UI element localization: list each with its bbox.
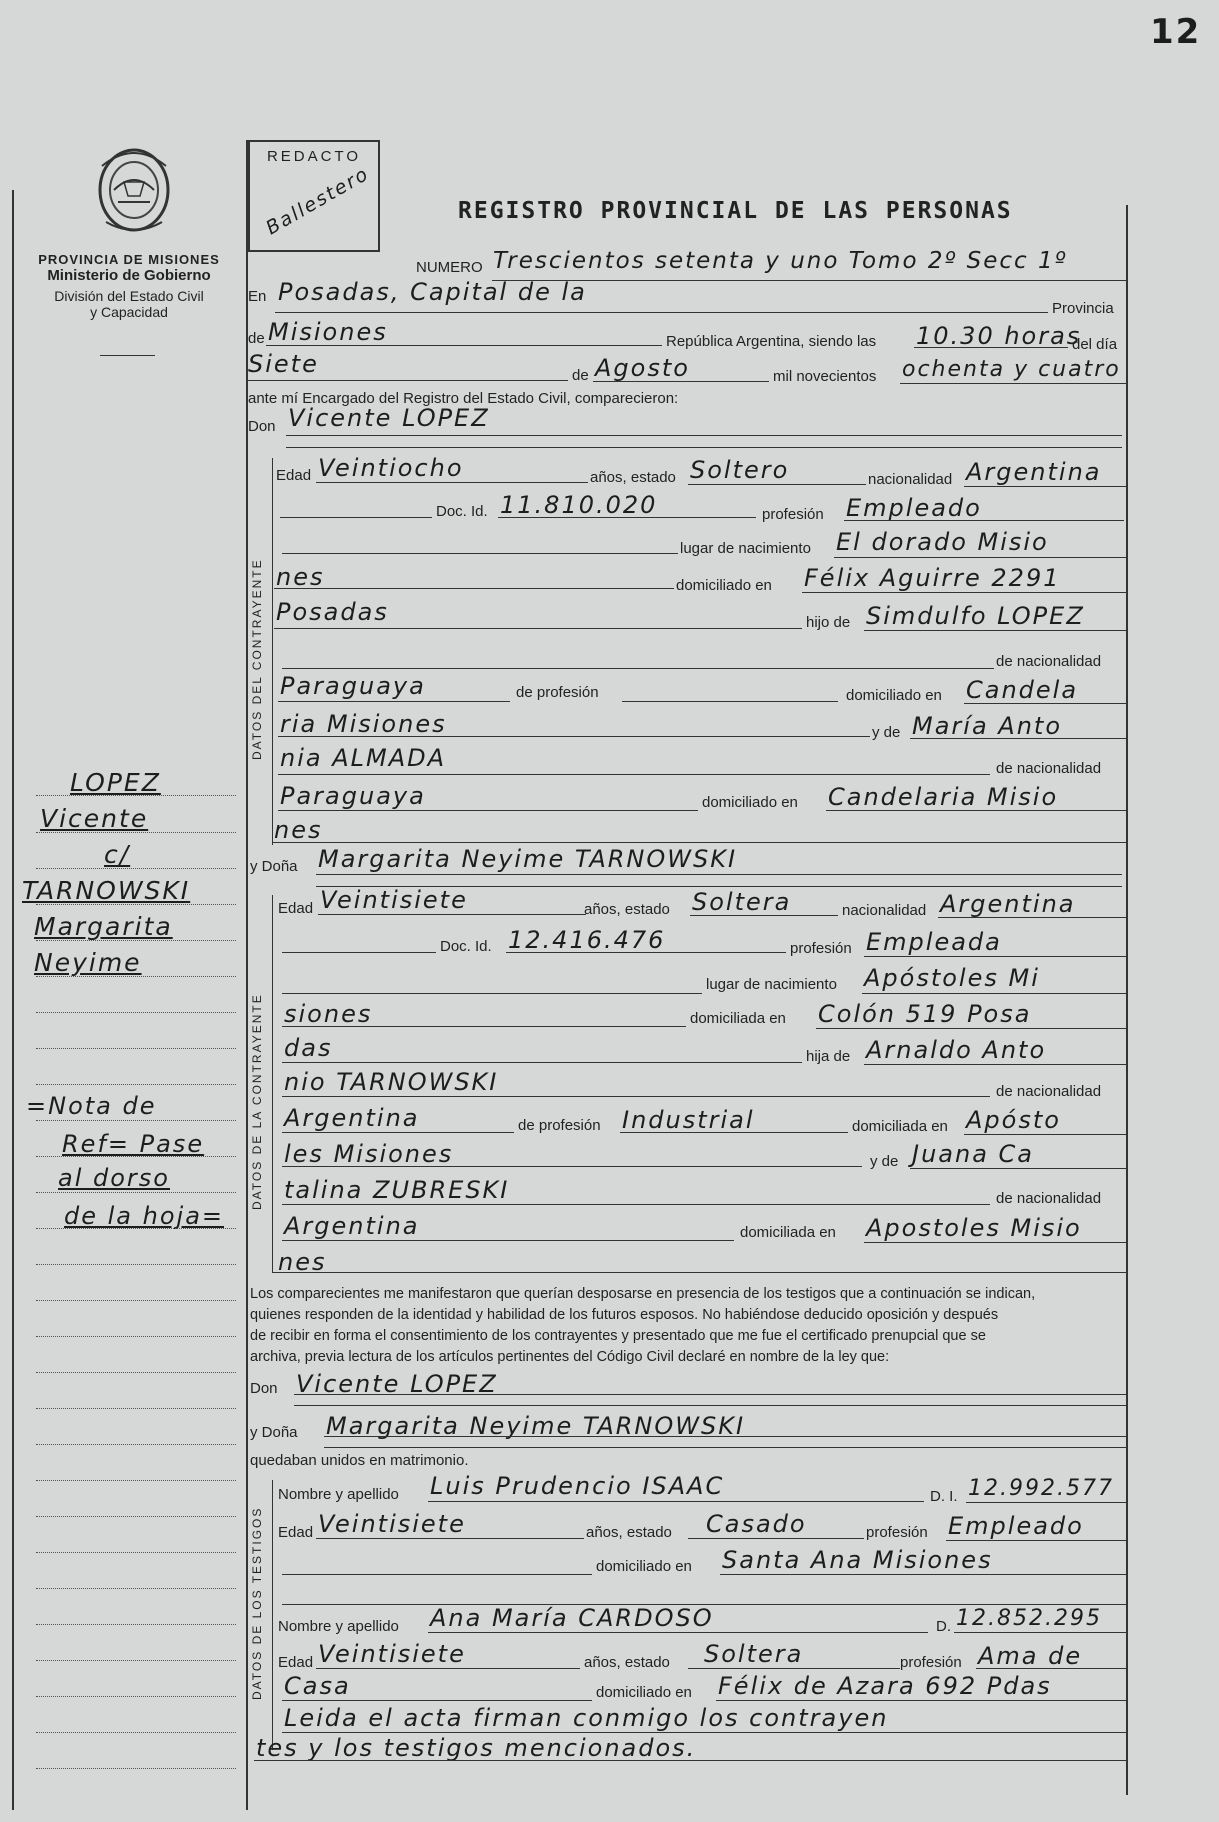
rule — [282, 952, 436, 953]
hw-t2-profesion2: Casa — [284, 1672, 351, 1700]
rule — [593, 381, 769, 382]
label-domiciliado-3: domiciliado en — [702, 794, 798, 811]
label-domiciliado-4: domiciliado en — [596, 1558, 692, 1575]
rule — [620, 1132, 848, 1133]
hw-t1-estado: Casado — [706, 1510, 807, 1538]
rule — [946, 1540, 1126, 1541]
rule — [720, 1574, 1126, 1575]
hw-c-madre-dom: Candelaria Misio — [828, 783, 1059, 811]
rule — [316, 1538, 584, 1539]
hw-f-madre: Juana Ca — [912, 1140, 1035, 1168]
hw-f-padre-nac: Argentina — [284, 1104, 420, 1132]
margin-rule — [36, 1444, 236, 1445]
label-profesion-4: profesión — [900, 1654, 962, 1671]
hw-hora: 10.30 horas — [916, 322, 1082, 350]
hw-f-padre-prof: Industrial — [622, 1106, 755, 1134]
hw-c-padre-dom2: ria Misiones — [280, 710, 447, 738]
rule — [248, 380, 568, 381]
section-label-testigos: DATOS DE LOS TESTIGOS — [250, 1506, 264, 1700]
hw-t1-doc: 12.992.577 — [968, 1476, 1114, 1501]
margin-rule — [36, 1588, 236, 1589]
margin-rule — [36, 1336, 236, 1337]
margin-rule — [36, 1516, 236, 1517]
hw-anio: ochenta y cuatro — [902, 357, 1121, 382]
rule — [294, 1405, 1126, 1406]
rule — [282, 1204, 990, 1205]
label-nombre-apellido-2: Nombre y apellido — [278, 1618, 399, 1635]
label-de-profesion-2: de profesión — [518, 1117, 601, 1134]
label-mil: mil novecientos — [773, 368, 877, 385]
margin-surname-2: TARNOWSKI — [22, 876, 191, 905]
rule — [914, 347, 1068, 348]
hw-c-lugar2: nes — [276, 563, 325, 591]
label-y-de: y de — [872, 724, 901, 741]
label-nombre-apellido: Nombre y apellido — [278, 1486, 399, 1503]
label-quedaban: quedaban unidos en matrimonio. — [250, 1452, 469, 1469]
label-don-2: Don — [250, 1380, 278, 1397]
hw-f-madre-dom: Apostoles Misio — [866, 1214, 1082, 1242]
label-edad-4: Edad — [278, 1654, 314, 1671]
stamp-signature: Ballestero — [262, 162, 374, 240]
label-de-mes: de — [572, 367, 589, 384]
rule — [492, 280, 1126, 281]
rule — [316, 482, 588, 483]
label-profesion-3: profesión — [866, 1524, 928, 1541]
section-label-contrayente: DATOS DEL CONTRAYENTE — [250, 558, 264, 760]
margin-con: c/ — [104, 840, 131, 869]
rule — [282, 993, 702, 994]
label-domiciliado-5: domiciliado en — [596, 1684, 692, 1701]
label-en: En — [248, 288, 267, 305]
rule — [278, 810, 698, 811]
margin-rule — [36, 795, 236, 796]
margin-rule — [36, 1660, 236, 1661]
margin-nota-2: Ref= Pase — [62, 1130, 205, 1158]
rule — [966, 1502, 1126, 1503]
hw-f-madre-nac: Argentina — [284, 1212, 420, 1240]
rule — [282, 1132, 514, 1133]
rule — [910, 1168, 1126, 1169]
rule — [622, 701, 838, 702]
hw-c-edad: Veintiocho — [318, 454, 464, 482]
hw-c-domicilio: Félix Aguirre 2291 — [804, 564, 1061, 592]
margin-rule — [36, 1300, 236, 1301]
hw-f-lugar2: siones — [284, 1000, 373, 1028]
rule — [964, 486, 1126, 487]
section-border — [272, 895, 273, 1273]
margin-nota-3: al dorso — [58, 1164, 170, 1192]
division-label-2: y Capacidad — [90, 304, 168, 320]
margin-rule — [36, 1372, 236, 1373]
label-del-dia: del día — [1072, 336, 1118, 353]
rule — [910, 738, 1126, 739]
hw-f-doc: 12.416.476 — [508, 926, 666, 954]
section-border — [272, 458, 273, 845]
rule — [286, 447, 1122, 448]
rule — [964, 1134, 1126, 1135]
label-republica: República Argentina, siendo las — [666, 333, 877, 350]
hw-f-domicilio2: das — [284, 1034, 333, 1062]
rule — [282, 1700, 592, 1701]
rule — [834, 557, 1126, 558]
hw-decl-don: Vicente LOPEZ — [296, 1370, 498, 1398]
rule — [506, 952, 786, 953]
hw-t2-domicilio: Félix de Azara 692 Pdas — [718, 1672, 1052, 1700]
label-domiciliada: domiciliada en — [690, 1010, 786, 1027]
margin-rule — [36, 1084, 236, 1085]
hw-c-lugar: El dorado Misio — [836, 528, 1049, 556]
hw-c-estado: Soltero — [690, 456, 790, 484]
rule — [280, 517, 432, 518]
rule — [428, 1632, 928, 1633]
label-profesion-2: profesión — [790, 940, 852, 957]
rule — [864, 956, 1126, 957]
rule — [282, 1240, 734, 1241]
margin-rule — [36, 1192, 236, 1193]
hw-dona: Margarita Neyime TARNOWSKI — [318, 845, 738, 873]
label-profesion: profesión — [762, 506, 824, 523]
hw-f-nacionalidad: Argentina — [940, 890, 1076, 918]
margin-rule — [36, 1048, 236, 1049]
label-don: Don — [248, 418, 276, 435]
rule — [274, 588, 674, 589]
label-de-nacionalidad-4: de nacionalidad — [996, 1190, 1102, 1207]
ministry-block — [26, 252, 232, 320]
redacto-stamp — [248, 140, 380, 252]
label-lugar: lugar de nacimiento — [680, 540, 811, 557]
declaration-line: Los comparecientes me manifestaron que querían desposarse en presencia de los testigos que a continuación se indican, — [250, 1286, 1036, 1302]
hw-c-madre-nac: Paraguaya — [280, 782, 426, 810]
rule — [900, 383, 1126, 384]
rule — [954, 1632, 1126, 1633]
rule — [862, 993, 1126, 994]
hw-t1-domicilio: Santa Ana Misiones — [722, 1546, 993, 1574]
label-ante: ante mí Encargado del Registro del Estado Civil, comparecieron: — [248, 390, 679, 407]
label-edad-2: Edad — [278, 900, 314, 917]
hw-c-padre: Simdulfo LOPEZ — [866, 602, 1085, 630]
margin-rule — [36, 976, 236, 977]
rule — [816, 1028, 1126, 1029]
margin-rule — [36, 940, 236, 941]
label-hijo-de: hijo de — [806, 614, 851, 631]
rule — [278, 736, 870, 737]
margin-rule — [36, 1768, 236, 1769]
rule — [272, 1272, 1126, 1273]
rule — [282, 668, 994, 669]
hw-mes: Agosto — [595, 354, 690, 382]
label-domiciliada-3: domiciliada en — [740, 1224, 836, 1241]
rule — [278, 774, 990, 775]
declaration-line: quienes responden de la identidad y habilidad de los futuros esposos. No habiéndose deducido oposición y después — [250, 1307, 999, 1323]
section-border — [272, 1480, 273, 1750]
label-di: D. I. — [930, 1488, 958, 1505]
label-domiciliado: domiciliado en — [676, 577, 772, 594]
hw-t1-nombre: Luis Prudencio ISAAC — [430, 1472, 725, 1500]
hw-f-lugar: Apóstoles Mi — [864, 964, 1040, 992]
margin-rule — [36, 1120, 236, 1121]
label-d: D. — [936, 1618, 951, 1635]
label-de-nacionalidad-2: de nacionalidad — [996, 760, 1102, 777]
hw-f-edad: Veintisiete — [320, 886, 468, 914]
margin-name-1: Vicente — [40, 804, 149, 833]
hw-c-padre-nac: Paraguaya — [280, 672, 426, 700]
rule — [286, 435, 1122, 436]
rule — [278, 701, 510, 702]
margin-surname-1: LOPEZ — [70, 768, 161, 797]
margin-rule — [36, 1696, 236, 1697]
rule — [428, 1501, 924, 1502]
margin-rule — [36, 1264, 236, 1265]
rule — [498, 517, 756, 518]
rule — [282, 1732, 1126, 1733]
coat-of-arms-icon — [88, 140, 180, 236]
label-de-nacionalidad-3: de nacionalidad — [996, 1083, 1102, 1100]
hw-f-madre2: talina ZUBRESKI — [284, 1176, 510, 1204]
margin-rule — [36, 1012, 236, 1013]
rule — [266, 345, 662, 346]
label-anos-estado-4: años, estado — [584, 1654, 670, 1671]
label-de-profesion: de profesión — [516, 684, 599, 701]
label-y-de-2: y de — [870, 1153, 899, 1170]
hw-f-profesion: Empleada — [866, 928, 1002, 956]
hw-c-doc: 11.810.020 — [500, 491, 658, 519]
hw-c-profesion: Empleado — [846, 494, 982, 522]
left-margin-line — [12, 190, 14, 1810]
label-anos-estado-2: años, estado — [584, 901, 670, 918]
declaration-paragraph — [250, 1284, 1128, 1368]
margin-rule — [36, 832, 236, 833]
declaration-line: archiva, previa lectura de los artículos pertinentes del Código Civil declaré en nombre de la ley que: — [250, 1349, 890, 1365]
label-de: de — [248, 330, 265, 347]
hw-numero: Trescientos setenta y uno Tomo 2º Secc 1º — [493, 248, 1068, 274]
rule — [282, 1096, 990, 1097]
hw-decl-dona: Margarita Neyime TARNOWSKI — [326, 1412, 746, 1440]
hw-f-padre-dom2: les Misiones — [284, 1140, 454, 1168]
hw-c-madre2: nia ALMADA — [280, 744, 447, 772]
label-edad: Edad — [276, 467, 312, 484]
rule — [294, 1394, 1126, 1395]
hw-c-padre-dom: Candela — [966, 676, 1079, 704]
stamp-label: REDACTO — [266, 148, 362, 165]
rule — [976, 1668, 1126, 1669]
rule — [826, 810, 1126, 811]
label-provincia: Provincia — [1052, 300, 1114, 317]
page-title: REGISTRO PROVINCIAL DE LAS PERSONAS — [458, 198, 1013, 224]
margin-nota-1: =Nota de — [26, 1092, 157, 1120]
hw-closing-2: tes y los testigos mencionados. — [256, 1734, 697, 1762]
label-numero: NUMERO — [416, 259, 483, 276]
label-y-dona: y Doña — [250, 858, 298, 875]
label-lugar-2: lugar de nacimiento — [706, 976, 837, 993]
rule — [316, 874, 1122, 875]
province-label: PROVINCIA DE MISIONES — [38, 252, 220, 267]
section-label-la-contrayente: DATOS DE LA CONTRAYENTE — [250, 993, 264, 1210]
margin-name-2a: Margarita — [34, 912, 173, 941]
form-right-border — [1126, 205, 1128, 1795]
hw-t1-profesion: Empleado — [948, 1512, 1084, 1540]
rule — [864, 1242, 1126, 1243]
hw-t2-estado: Soltera — [704, 1640, 804, 1668]
rule — [688, 1668, 900, 1669]
rule — [274, 628, 802, 629]
label-nacionalidad: nacionalidad — [868, 471, 953, 488]
margin-rule — [36, 904, 236, 905]
rule — [272, 842, 1126, 843]
declaration-line: de recibir en forma el consentimiento de los contrayentes y presentado que me fue el certificado prenupcial que se — [250, 1328, 986, 1344]
rule — [864, 630, 1126, 631]
margin-rule — [36, 1552, 236, 1553]
page-number: 12 — [1150, 12, 1202, 52]
rule — [324, 1447, 1126, 1448]
hw-closing-1: Leida el acta firman conmigo los contrayen — [284, 1704, 889, 1732]
hw-c-nacionalidad: Argentina — [966, 458, 1102, 486]
margin-rule — [36, 868, 236, 869]
hw-f-estado: Soltera — [692, 888, 792, 916]
margin-rule — [36, 1408, 236, 1409]
division-label: División del Estado Civil — [54, 288, 204, 304]
rule — [938, 917, 1126, 918]
hw-t1-edad: Veintisiete — [318, 1510, 466, 1538]
rule — [282, 1166, 862, 1167]
label-y-dona-2: y Doña — [250, 1424, 298, 1441]
rule — [318, 914, 586, 915]
margin-nota-4: de la hoja= — [64, 1202, 225, 1230]
rule — [864, 1064, 1126, 1065]
hw-ciudad: Posadas, Capital de la — [278, 278, 587, 306]
rule — [282, 1026, 686, 1027]
hw-provincia: Misiones — [268, 318, 388, 346]
hw-c-madre-dom2: nes — [274, 816, 323, 844]
ministry-label: Ministerio de Gobierno — [47, 267, 211, 284]
rule — [324, 1436, 1126, 1437]
label-domiciliado-2: domiciliado en — [846, 687, 942, 704]
margin-name-2b: Neyime — [34, 948, 142, 977]
margin-rule — [36, 1228, 236, 1229]
label-domiciliada-2: domiciliada en — [852, 1118, 948, 1135]
label-de-nacionalidad: de nacionalidad — [996, 653, 1102, 670]
hw-c-domicilio2: Posadas — [276, 598, 389, 626]
hw-f-padre-dom: Apósto — [966, 1106, 1061, 1134]
label-doc: Doc. Id. — [436, 503, 488, 520]
label-anos-estado-3: años, estado — [586, 1524, 672, 1541]
hw-don: Vicente LOPEZ — [288, 404, 490, 432]
rule — [316, 1668, 580, 1669]
hw-dia: Siete — [248, 350, 319, 378]
rule — [964, 703, 1126, 704]
divider — [100, 355, 155, 356]
margin-rule — [36, 1624, 236, 1625]
hw-f-domicilio: Colón 519 Posa — [818, 1000, 1032, 1028]
hw-t2-edad: Veintisiete — [318, 1640, 466, 1668]
rule — [282, 553, 678, 554]
hw-f-padre: Arnaldo Anto — [866, 1036, 1047, 1064]
label-nacionalidad-2: nacionalidad — [842, 902, 927, 919]
hw-t2-nombre: Ana María CARDOSO — [430, 1604, 714, 1632]
rule — [275, 312, 1048, 313]
rule — [716, 1700, 1126, 1701]
margin-rule — [36, 1732, 236, 1733]
rule — [282, 1574, 592, 1575]
label-hija-de: hija de — [806, 1048, 851, 1065]
rule — [282, 1062, 802, 1063]
rule — [688, 484, 866, 485]
rule — [690, 915, 838, 916]
hw-c-madre: María Anto — [912, 712, 1063, 740]
rule — [688, 1538, 864, 1539]
label-doc-2: Doc. Id. — [440, 938, 492, 955]
hw-f-padre2: nio TARNOWSKI — [284, 1068, 499, 1096]
hw-t2-doc: 12.852.295 — [956, 1606, 1102, 1631]
hw-f-madre-dom2: nes — [278, 1248, 327, 1276]
label-edad-3: Edad — [278, 1524, 314, 1541]
rule — [254, 1760, 1126, 1761]
rule — [844, 520, 1124, 521]
label-anos-estado: años, estado — [590, 469, 676, 486]
rule — [802, 592, 1126, 593]
margin-rule — [36, 1156, 236, 1157]
hw-t2-profesion: Ama de — [978, 1642, 1083, 1670]
margin-rule — [36, 1480, 236, 1481]
